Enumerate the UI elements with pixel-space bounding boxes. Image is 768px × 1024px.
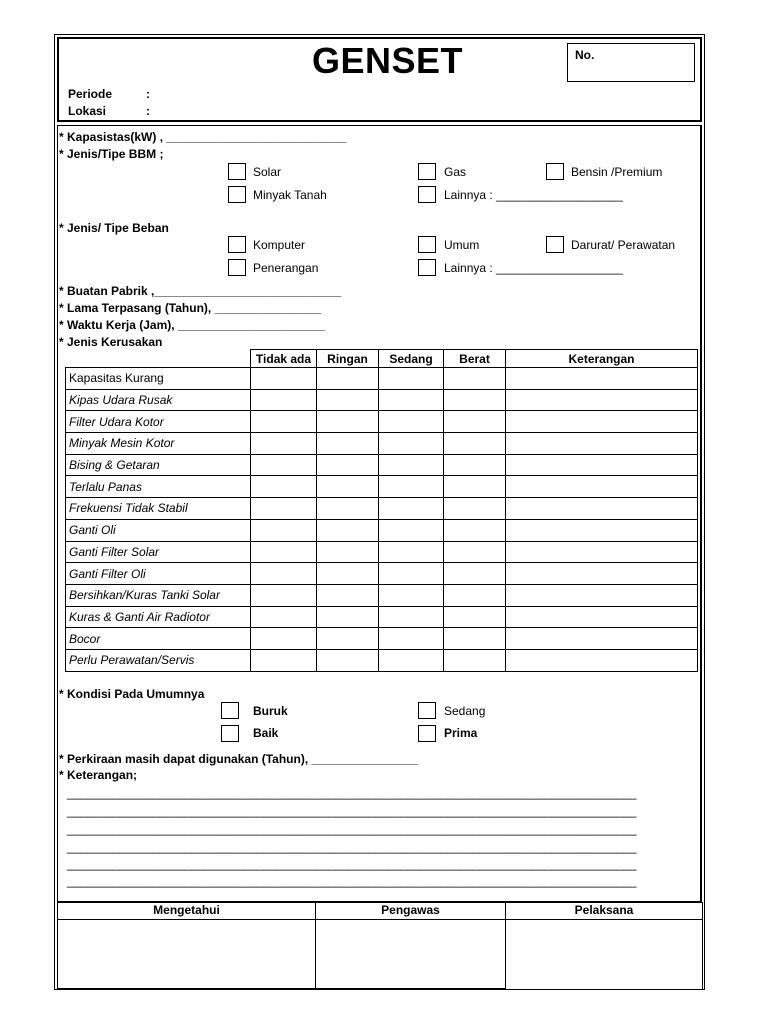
- damage-item-label: Terlalu Panas: [66, 476, 251, 498]
- checkbox-solar[interactable]: [228, 163, 246, 180]
- damage-cell-sedang[interactable]: [379, 368, 444, 390]
- damage-cell-tidak-ada[interactable]: [251, 411, 317, 433]
- option-bensin-label: Bensin /Premium: [571, 165, 663, 179]
- damage-cell-tidak-ada[interactable]: [251, 519, 317, 541]
- damage-cell-berat[interactable]: [444, 411, 506, 433]
- option-minyak-tanah-label: Minyak Tanah: [253, 188, 327, 202]
- damage-cell-keterangan[interactable]: [506, 433, 698, 455]
- damage-item-label: Ganti Oli: [66, 519, 251, 541]
- damage-cell-tidak-ada[interactable]: [251, 606, 317, 628]
- table-row: [66, 476, 698, 498]
- damage-cell-sedang[interactable]: [379, 649, 444, 671]
- damage-cell-berat[interactable]: [444, 649, 506, 671]
- damage-cell-keterangan[interactable]: [506, 411, 698, 433]
- damage-cell-berat[interactable]: [444, 454, 506, 476]
- damage-cell-keterangan[interactable]: [506, 628, 698, 650]
- damage-cell-keterangan[interactable]: [506, 454, 698, 476]
- damage-cell-ringan[interactable]: [317, 584, 379, 606]
- damage-cell-keterangan[interactable]: [506, 476, 698, 498]
- keterangan-line[interactable]: _______________________________________________________________________________________: [67, 840, 637, 854]
- damage-cell-keterangan[interactable]: [506, 584, 698, 606]
- damage-cell-berat[interactable]: [444, 606, 506, 628]
- lama-terpasang-field[interactable]: * Lama Terpasang (Tahun), ________________: [59, 301, 322, 315]
- damage-cell-tidak-ada[interactable]: [251, 628, 317, 650]
- option-baik-label: Baik: [253, 726, 279, 740]
- damage-cell-ringan[interactable]: [317, 606, 379, 628]
- damage-cell-ringan[interactable]: [317, 498, 379, 520]
- damage-cell-sedang[interactable]: [379, 454, 444, 476]
- checkbox-komputer[interactable]: [228, 236, 246, 253]
- damage-cell-sedang[interactable]: [379, 584, 444, 606]
- damage-cell-berat[interactable]: [444, 433, 506, 455]
- perkiraan-field[interactable]: * Perkiraan masih dapat digunakan (Tahun), ________________: [59, 752, 419, 766]
- checkbox-beban-lainnya[interactable]: [418, 259, 436, 276]
- table-row: [66, 519, 698, 541]
- damage-cell-ringan[interactable]: [317, 454, 379, 476]
- table-row: [66, 628, 698, 650]
- damage-cell-sedang[interactable]: [379, 411, 444, 433]
- table-corner: [66, 350, 251, 368]
- buatan-pabrik-field[interactable]: * Buatan Pabrik ,____________________________: [59, 284, 342, 298]
- option-prima-label: Prima: [444, 726, 478, 740]
- damage-item-label: Kapasitas Kurang: [66, 368, 251, 390]
- keterangan-label: * Keterangan;: [59, 768, 138, 782]
- header-keterangan: Keterangan: [506, 350, 698, 368]
- damage-cell-tidak-ada[interactable]: [251, 541, 317, 563]
- damage-cell-sedang[interactable]: [379, 389, 444, 411]
- damage-item-label: Frekuensi Tidak Stabil: [66, 498, 251, 520]
- damage-cell-sedang[interactable]: [379, 498, 444, 520]
- damage-cell-tidak-ada[interactable]: [251, 368, 317, 390]
- lokasi-label: Lokasi: [68, 104, 107, 118]
- damage-cell-keterangan[interactable]: [506, 519, 698, 541]
- number-label: No.: [575, 48, 595, 62]
- periode-colon: :: [146, 87, 150, 101]
- lokasi-colon: :: [146, 104, 150, 118]
- option-bbm-lainnya-label[interactable]: Lainnya : ___________________: [444, 188, 623, 202]
- table-row: [66, 541, 698, 563]
- damage-cell-keterangan[interactable]: [506, 368, 698, 390]
- damage-item-label: Kipas Udara Rusak: [66, 389, 251, 411]
- damage-item-label: Bersihkan/Kuras Tanki Solar: [66, 584, 251, 606]
- damage-item-label: Ganti Filter Solar: [66, 541, 251, 563]
- checkbox-baik[interactable]: [221, 725, 239, 742]
- damage-cell-tidak-ada[interactable]: [251, 454, 317, 476]
- damage-cell-berat[interactable]: [444, 628, 506, 650]
- checkbox-prima[interactable]: [418, 725, 436, 742]
- signature-pelaksana-label: Pelaksana: [574, 903, 634, 917]
- damage-cell-tidak-ada[interactable]: [251, 389, 317, 411]
- damage-cell-tidak-ada[interactable]: [251, 476, 317, 498]
- table-row: [66, 368, 698, 390]
- checkbox-bensin[interactable]: [546, 163, 564, 180]
- damage-cell-berat[interactable]: [444, 389, 506, 411]
- table-row: [66, 454, 698, 476]
- checkbox-umum[interactable]: [418, 236, 436, 253]
- damage-item-label: Minyak Mesin Kotor: [66, 433, 251, 455]
- damage-cell-tidak-ada[interactable]: [251, 584, 317, 606]
- table-row: [66, 411, 698, 433]
- table-row: [66, 498, 698, 520]
- damage-cell-ringan[interactable]: [317, 519, 379, 541]
- damage-cell-sedang[interactable]: [379, 476, 444, 498]
- damage-cell-ringan[interactable]: [317, 563, 379, 585]
- keterangan-line[interactable]: _______________________________________________________________________________________: [67, 874, 637, 888]
- damage-cell-sedang[interactable]: [379, 433, 444, 455]
- jenis-bbm-label: * Jenis/Tipe BBM ;: [59, 147, 164, 161]
- signature-mengetahui-label: Mengetahui: [153, 903, 220, 917]
- checkbox-gas[interactable]: [418, 163, 436, 180]
- damage-cell-tidak-ada[interactable]: [251, 433, 317, 455]
- damage-cell-ringan[interactable]: [317, 649, 379, 671]
- header-sedang: Sedang: [379, 350, 444, 368]
- damage-cell-keterangan[interactable]: [506, 389, 698, 411]
- option-gas-label: Gas: [444, 165, 467, 179]
- periode-label: Periode: [68, 87, 113, 101]
- damage-item-label: Bocor: [66, 628, 251, 650]
- header-ringan: Ringan: [317, 350, 379, 368]
- damage-cell-berat[interactable]: [444, 519, 506, 541]
- header-berat: Berat: [444, 350, 506, 368]
- keterangan-line[interactable]: _______________________________________________________________________________________: [67, 857, 637, 871]
- checkbox-penerangan[interactable]: [228, 259, 246, 276]
- damage-cell-ringan[interactable]: [317, 476, 379, 498]
- damage-cell-ringan[interactable]: [317, 411, 379, 433]
- damage-cell-berat[interactable]: [444, 584, 506, 606]
- table-row: [66, 389, 698, 411]
- damage-cell-berat[interactable]: [444, 368, 506, 390]
- table-row: [66, 584, 698, 606]
- damage-cell-sedang[interactable]: [379, 563, 444, 585]
- damage-cell-sedang[interactable]: [379, 628, 444, 650]
- damage-cell-berat[interactable]: [444, 476, 506, 498]
- option-komputer-label: Komputer: [253, 238, 306, 252]
- table-row: [66, 433, 698, 455]
- damage-cell-keterangan[interactable]: [506, 541, 698, 563]
- damage-cell-tidak-ada[interactable]: [251, 649, 317, 671]
- damage-cell-sedang[interactable]: [379, 541, 444, 563]
- form-title: GENSET: [312, 40, 464, 81]
- damage-item-label: Ganti Filter Oli: [66, 563, 251, 585]
- jenis-beban-label: * Jenis/ Tipe Beban: [59, 221, 169, 235]
- damage-cell-ringan[interactable]: [317, 389, 379, 411]
- checkbox-darurat[interactable]: [546, 236, 564, 253]
- header-tidak-ada: Tidak ada: [251, 350, 317, 368]
- damage-cell-keterangan[interactable]: [506, 498, 698, 520]
- damage-table-body: [66, 368, 698, 672]
- checkbox-buruk[interactable]: [221, 702, 239, 719]
- option-solar-label: Solar: [253, 165, 282, 179]
- damage-table: [65, 349, 698, 672]
- damage-cell-ringan[interactable]: [317, 433, 379, 455]
- damage-cell-berat[interactable]: [444, 541, 506, 563]
- damage-item-label: Filter Udara Kotor: [66, 411, 251, 433]
- checkbox-minyak-tanah[interactable]: [228, 186, 246, 203]
- keterangan-line[interactable]: _______________________________________________________________________________________: [67, 822, 637, 836]
- damage-item-label: Kuras & Ganti Air Radiotor: [66, 606, 251, 628]
- damage-cell-tidak-ada[interactable]: [251, 498, 317, 520]
- signature-pengawas-label: Pengawas: [381, 903, 440, 917]
- option-penerangan-label: Penerangan: [253, 261, 319, 275]
- table-row: [66, 606, 698, 628]
- checkbox-bbm-lainnya[interactable]: [418, 186, 436, 203]
- checkbox-sedang[interactable]: [418, 702, 436, 719]
- damage-cell-berat[interactable]: [444, 498, 506, 520]
- jenis-kerusakan-label: * Jenis Kerusakan: [59, 335, 163, 349]
- keterangan-line[interactable]: _______________________________________________________________________________________: [67, 804, 637, 818]
- damage-cell-keterangan[interactable]: [506, 563, 698, 585]
- option-darurat-label: Darurat/ Perawatan: [571, 238, 676, 252]
- table-row: [66, 649, 698, 671]
- table-row: [66, 563, 698, 585]
- damage-cell-sedang[interactable]: [379, 606, 444, 628]
- option-sedang-label: Sedang: [444, 704, 486, 718]
- kondisi-label: * Kondisi Pada Umumnya: [59, 687, 205, 701]
- damage-cell-berat[interactable]: [444, 563, 506, 585]
- option-umum-label: Umum: [444, 238, 480, 252]
- damage-cell-ringan[interactable]: [317, 368, 379, 390]
- option-beban-lainnya-label[interactable]: Lainnya : ___________________: [444, 261, 623, 275]
- damage-item-label: Bising & Getaran: [66, 454, 251, 476]
- damage-cell-keterangan[interactable]: [506, 606, 698, 628]
- damage-item-label: Perlu Perawatan/Servis: [66, 649, 251, 671]
- damage-cell-ringan[interactable]: [317, 628, 379, 650]
- keterangan-line[interactable]: _______________________________________________________________________________________: [67, 786, 637, 800]
- damage-cell-tidak-ada[interactable]: [251, 563, 317, 585]
- damage-cell-keterangan[interactable]: [506, 649, 698, 671]
- damage-cell-sedang[interactable]: [379, 519, 444, 541]
- option-buruk-label: Buruk: [253, 704, 288, 718]
- waktu-kerja-field[interactable]: * Waktu Kerja (Jam), ______________________: [59, 318, 325, 332]
- kapasitas-field[interactable]: * Kapasistas(kW) , ___________________________: [59, 130, 347, 144]
- damage-cell-ringan[interactable]: [317, 541, 379, 563]
